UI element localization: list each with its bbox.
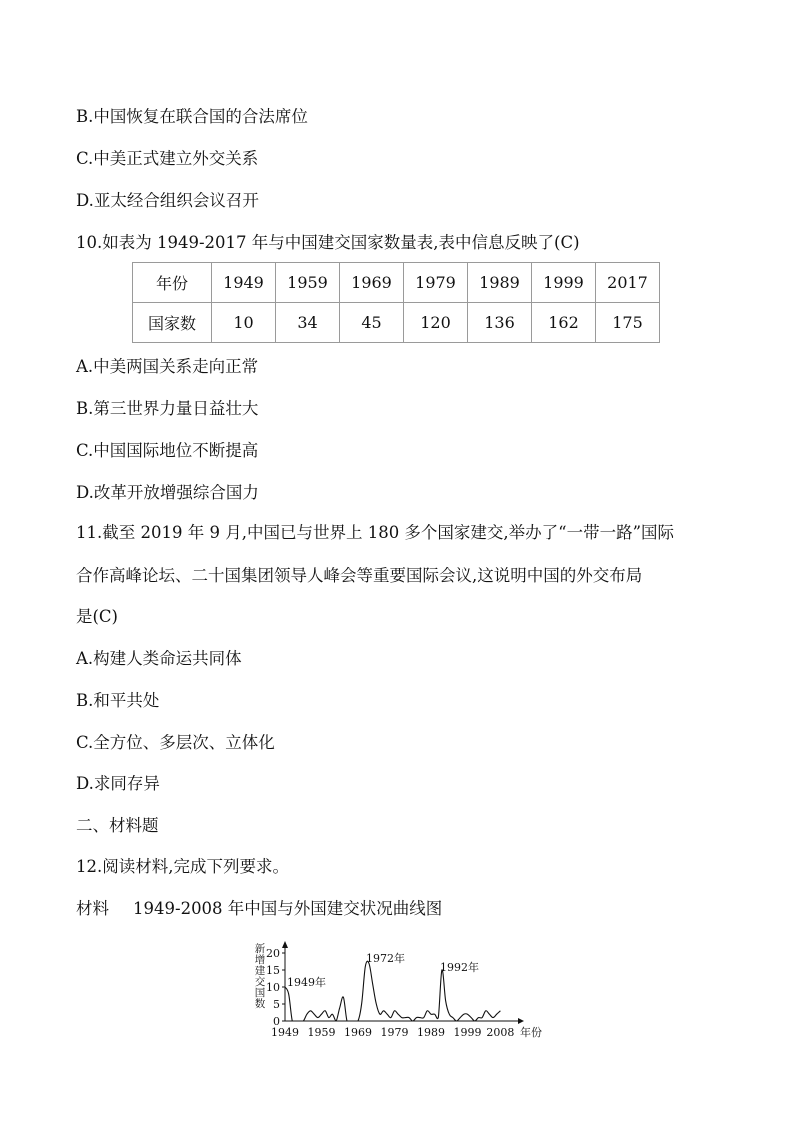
- question-11-stem-line: 11.截至 2019 年 9 月,中国已与世界上 180 多个国家建交,举办了“一带一路”国际: [76, 523, 675, 542]
- x-tick-label: 1969: [344, 1026, 372, 1039]
- y-axis-label: 新增建交国数: [254, 943, 266, 1010]
- option-c: C.中美正式建立外交关系: [76, 149, 259, 168]
- option-c: C.中国国际地位不断提高: [76, 441, 259, 460]
- chart-annotation: 1972年: [366, 952, 405, 965]
- question-11-stem-line: 是(C): [76, 607, 118, 626]
- x-tick-label: 1959: [307, 1026, 336, 1039]
- y-tick-label: 20: [266, 947, 280, 960]
- x-tick-label: 1949: [271, 1026, 299, 1039]
- table-header-year: 年份: [133, 263, 212, 303]
- question-10-stem: 10.如表为 1949-2017 年与中国建交国家数量表,表中信息反映了(C): [76, 233, 580, 252]
- option-b: B.中国恢复在联合国的合法席位: [76, 107, 308, 126]
- y-tick-label: 10: [266, 981, 280, 994]
- table-cell: 34: [276, 303, 340, 343]
- x-axis-arrow: [518, 1018, 524, 1024]
- table-cell: 136: [468, 303, 532, 343]
- option-b: B.和平共处: [76, 691, 160, 710]
- y-tick-label: 5: [273, 998, 280, 1011]
- y-axis-arrow: [282, 941, 288, 948]
- table-cell: 162: [532, 303, 596, 343]
- x-tick-label: 2008: [486, 1026, 515, 1039]
- question-12-stem: 12.阅读材料,完成下列要求。: [76, 857, 289, 876]
- option-d: D.求同存异: [76, 774, 160, 793]
- table-cell: 175: [596, 303, 660, 343]
- x-tick-label: 1999: [453, 1026, 482, 1039]
- question-11-stem-line: 合作高峰论坛、二十国集团领导人峰会等重要国际会议,这说明中国的外交布局: [76, 566, 643, 585]
- diplomatic-relations-table: [132, 262, 660, 343]
- option-c: C.全方位、多层次、立体化: [76, 733, 275, 752]
- option-d: D.改革开放增强综合国力: [76, 483, 259, 502]
- chart-annotation: 1992年: [440, 961, 479, 974]
- chart-annotation: 1949年: [287, 976, 326, 989]
- table-header-count: 国家数: [133, 303, 212, 343]
- table-row: [133, 263, 660, 303]
- y-tick-label: 15: [266, 964, 280, 977]
- table-cell: 120: [404, 303, 468, 343]
- x-tick-label: 1989: [417, 1026, 445, 1039]
- table-cell: 2017: [596, 263, 660, 303]
- material-caption: [76, 898, 442, 920]
- material-title: 1949-2008 年中国与外国建交状况曲线图: [133, 899, 443, 918]
- section-heading: 二、材料题: [76, 816, 159, 835]
- table-cell: 1999: [532, 263, 596, 303]
- table-cell: 1959: [276, 263, 340, 303]
- table-cell: 1969: [340, 263, 404, 303]
- diplomatic-relations-chart: [240, 934, 560, 1046]
- option-a: A.构建人类命运共同体: [76, 649, 242, 668]
- x-axis-label: 年份: [520, 1026, 542, 1039]
- table-cell: 1989: [468, 263, 532, 303]
- y-tick-label: 0: [273, 1015, 280, 1028]
- table-row: [133, 303, 660, 343]
- x-tick-label: 1979: [380, 1026, 409, 1039]
- material-label: 材料: [76, 899, 109, 918]
- option-a: A.中美两国关系走向正常: [76, 357, 259, 376]
- option-d: D.亚太经合组织会议召开: [76, 191, 259, 210]
- option-b: B.第三世界力量日益壮大: [76, 399, 259, 418]
- table-cell: 45: [340, 303, 404, 343]
- table-cell: 1979: [404, 263, 468, 303]
- table-cell: 10: [212, 303, 276, 343]
- table-cell: 1949: [212, 263, 276, 303]
